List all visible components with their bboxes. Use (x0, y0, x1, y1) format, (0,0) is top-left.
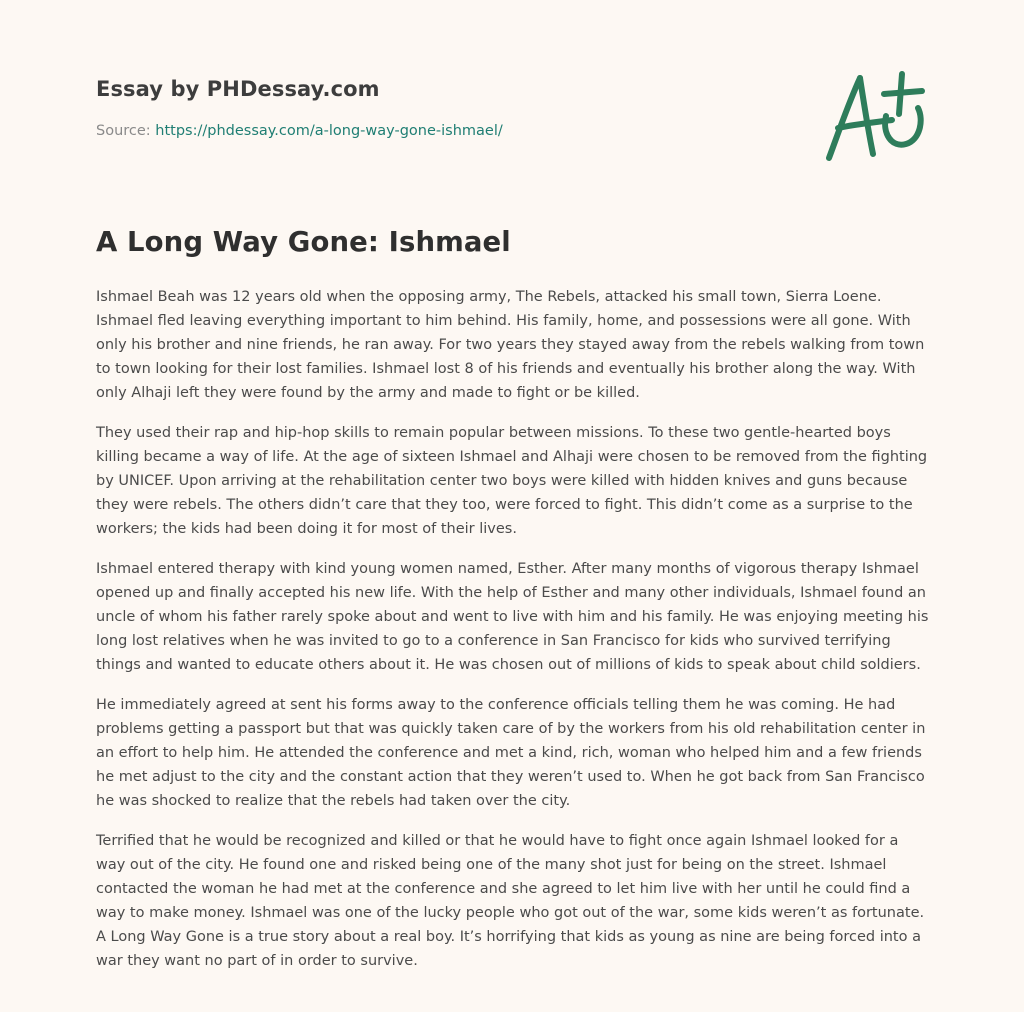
essay-body (96, 285, 932, 989)
source-link[interactable]: https://phdessay.com/a-long-way-gone-ishmael/ (155, 123, 503, 139)
essay-paragraph: Ishmael entered therapy with kind young women named, Esther. After many months of vigorous therapy Ishmael opened up and finally accepted his new life. With the help of Esther and many other individuals, Ishmael found an uncle of whom his father rarely spoke about and went to live with him and his family. He was enjoying meeting his long lost relatives when he was invited to go to a conference in San Francisco for kids who survived terrifying things and wanted to educate others about it. He was chosen out of millions of kids to speak about child soldiers. (96, 561, 929, 673)
site-title: Essay by PHDessay.com (96, 77, 380, 101)
essay-title: A Long Way Gone: Ishmael (96, 226, 511, 258)
essay-paragraph: Ishmael Beah was 12 years old when the opposing army, The Rebels, attacked his small town, Sierra Loene. Ishmael fled leaving everything important to him behind. His family, home, and possessions were all gone. With only his brother and nine friends, he ran away. For two years they stayed away from the rebels walking from town to town looking for their lost families. Ishmael lost 8 of his friends and eventually his brother along the way. With only Alhaji left they were found by the army and made to fight or be killed. (96, 289, 925, 401)
source-line (96, 123, 503, 139)
essay-paragraph: They used their rap and hip-hop skills to remain popular between missions. To these two gentle-hearted boys killing became a way of life. At the age of sixteen Ishmael and Alhaji were chosen to be removed from the fighting by UNICEF. Upon arriving at the rehabilitation center two boys were killed with hidden knives and guns because they were rebels. The others didn’t care that they too, were forced to fight. This didn’t come as a surprise to the workers; the kids had been doing it for most of their lives. (96, 425, 928, 537)
a-plus-grade-icon (820, 64, 932, 164)
source-label: Source: (96, 123, 156, 139)
essay-paragraph: Terrified that he would be recognized and killed or that he would have to fight once again Ishmael looked for a way out of the city. He found one and risked being one of the many shot just for being on the street. Ishmael contacted the woman he had met at the conference and she agreed to let him live with her until he could find a way to make money. Ishmael was one of the lucky people who got out of the war, some kids weren’t as fortunate. A Long Way Gone is a true story about a real boy. It’s horrifying that kids as young as nine are being forced into a war they want no part of in order to survive. (96, 833, 925, 969)
essay-paragraph: He immediately agreed at sent his forms away to the conference officials telling them he was coming. He had problems getting a passport but that was quickly taken care of by the workers from his old rehabilitation center in an effort to help him. He attended the conference and met a kind, rich, woman who helped him and a few friends he met adjust to the city and the constant action that they weren’t used to. When he got back from San Francisco he was shocked to realize that the rebels had taken over the city. (96, 697, 926, 809)
